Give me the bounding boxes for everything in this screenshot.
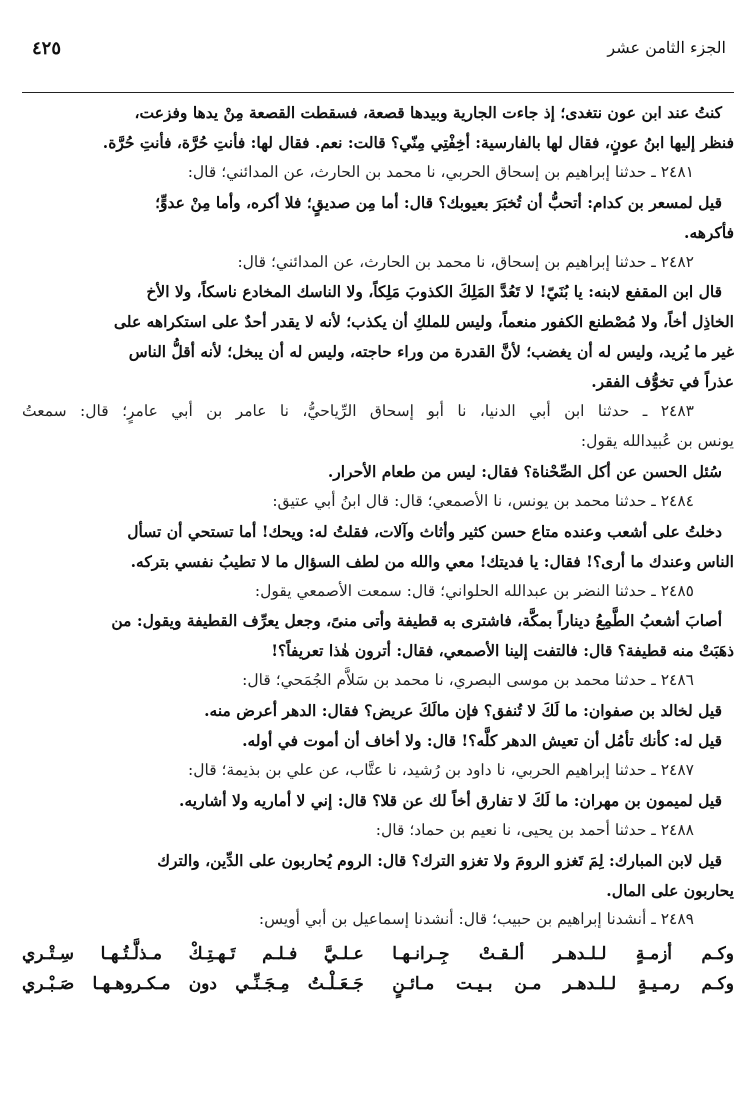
page-number: ٤٢٥ bbox=[32, 38, 62, 59]
text-line: قال ابن المقفع لابنه: يا بُنَيّ! لا تَعُدَّ المَلِكَ الكذوبَ مَلِكاً، ولا الناسك المخادع ناسكاً، ولا الأخ bbox=[146, 282, 722, 302]
text-line: قيل لميمون بن مهران: ما لَكَ لا تفارق أخاً لك عن قلا؟ قال: إني لا أماريه ولا أشاريه. bbox=[179, 790, 722, 810]
hadith-chain: يونس بن عُبيدالله يقول: bbox=[580, 431, 734, 450]
hadith-chain: ٢٤٨٥ ـ حدثنا النضر بن عبدالله الحلواني؛ قال: سمعت الأصمعي يقول: bbox=[254, 581, 694, 600]
text-line: أصابَ أشعبُ الطَّمِعُ ديناراً بمكَّة، فاشترى به قطيفة وأتى منىً، وجعل يعرِّف القطيفة ويقول: من bbox=[111, 611, 722, 631]
hadith-chain: ٢٤٨١ ـ حدثنا إبراهيم بن إسحاق الحربي، نا محمد بن الحارث، عن المدائني؛ قال: bbox=[187, 162, 694, 181]
poem-verse bbox=[22, 939, 734, 969]
text-line: قيل لخالد بن صفوان: ما لَكَ لا تُنفق؟ فإن مالَكَ عريض؟ فقال: الدهر أعرض منه. bbox=[204, 701, 722, 721]
text-line: عذراً في تخوُّف الفقر. bbox=[591, 372, 734, 392]
hadith-chain: ٢٤٨٤ ـ حدثنا محمد بن يونس، نا الأصمعي؛ قال: قال ابنُ أبي عتيق: bbox=[272, 491, 694, 510]
header-rule bbox=[22, 92, 734, 93]
hadith-chain: ٢٤٨٣ ـ حدثنا ابن أبي الدنيا، نا أبو إسحاق الرِّياحيُّ، نا عامر بن أبي عامرٍ؛ قال: سمعتُ bbox=[22, 402, 694, 421]
text-line: ذهَبَتْ منه قطيفة؟ قال: فالتفت إلينا الأصمعي، فقال: أترون هٰذا تعريفاً؟! bbox=[271, 641, 734, 661]
text-line: فأكرهه. bbox=[684, 222, 734, 242]
text-line: فنظر إليها ابنُ عونٍ، فقال لها بالفارسية: أخِفْتِي مِنّي؟ قالت: نعم. فقال لها: فأنتِ حُرَّة، فأنتِ حُرَّة. bbox=[102, 132, 734, 152]
text-line: قيل له: كأنك تأمُل أن تعيش الدهر كلَّه؟! قال: ولا أخاف أن أموت في أوله. bbox=[242, 731, 722, 751]
text-line: سُئل الحسن عن أكل الصِّحْناة؟ فقال: ليس من طعام الأحرار. bbox=[327, 461, 722, 481]
book-page bbox=[22, 28, 734, 1098]
hadith-chain: ٢٤٨٨ ـ حدثنا أحمد بن يحيى، نا نعيم بن حماد؛ قال: bbox=[375, 820, 694, 839]
hadith-chain: ٢٤٨٧ ـ حدثنا إبراهيم الحربي، نا داود بن رُشيد، نا عتَّاب، عن علي بن بذيمة؛ قال: bbox=[187, 760, 694, 779]
verse-second-hemistich: جَـعَـلْـتُ مِـجَـنِّـي دون مـكـروهـهـا صَـبْـري bbox=[22, 974, 364, 995]
text-line: كنتُ عند ابن عون نتغدى؛ إذ جاءت الجارية وبيدها قصعة، فسقطت القصعة مِنْ يدها وفزعت، bbox=[134, 103, 722, 122]
poem-verse bbox=[22, 969, 734, 999]
text-line: الخاذِل أخاً، ولا مُصْطنع الكفور منعماً، وليس للملكِ أن يكذب؛ لأنه لا يقدر أحدٌ على استكراهه على bbox=[113, 312, 734, 332]
text-line: غير ما يُريد، وليس له أن يغضب؛ لأنَّ القدرة من وراء حاجته، وليس له أن يبخل؛ لأنه أقلُّ الناس bbox=[128, 342, 734, 362]
text-line: يحاربون على المال. bbox=[606, 880, 734, 900]
verse-second-hemistich: عـلـيَّ فـلـم تَـهـتِـكْ مـذلَّـتُـهـا سِـتْـري bbox=[22, 944, 364, 965]
verse-first-hemistich: وكـم رمـيـةٍ لـلـدهـر مـن بـيـت مـائـنٍ bbox=[392, 974, 734, 995]
text-line: قيل لابن المبارك: لِمَ تَغزو الرومَ ولا تغزو الترك؟ قال: الروم يُحاربون على الدِّين، والترك bbox=[157, 850, 722, 870]
hadith-chain: ٢٤٨٦ ـ حدثنا محمد بن موسى البصري، نا محمد بن سَلاَّم الجُمَحي؛ قال: bbox=[242, 671, 694, 690]
text-line: الناس وعندك ما أرى؟! فقال: يا فديتك! معي والله من لطف السؤال ما لا تطيبُ نفسي بتركه. bbox=[130, 551, 734, 571]
hadith-chain: ٢٤٨٢ ـ حدثنا إبراهيم بن إسحاق، نا محمد بن الحارث، عن المدائني؛ قال: bbox=[237, 252, 694, 271]
text-line: دخلتُ على أشعب وعنده متاع حسن كثير وأثاث وآلات، فقلتُ له: ويحك! أما تستحي أن تسأل bbox=[127, 521, 722, 541]
hadith-chain: ٢٤٨٩ ـ أنشدنا إبراهيم بن حبيب؛ قال: أنشدنا إسماعيل بن أبي أويس: bbox=[258, 910, 694, 929]
page-header bbox=[22, 28, 734, 60]
text-line: قيل لمسعر بن كدام: أتحبُّ أن تُخبَرَ بعيوبك؟ قال: أما مِن صديقٍ؛ فلا أكره، وأما مِنْ عدوٍّ؛ bbox=[155, 192, 722, 212]
verse-first-hemistich: وكـم أزمـةٍ لـلـدهـر ألـقـتْ جِـرانـهـا bbox=[392, 944, 734, 965]
poem bbox=[22, 939, 734, 999]
page-body bbox=[22, 98, 734, 999]
running-title: الجزء الثامن عشر bbox=[607, 38, 726, 57]
